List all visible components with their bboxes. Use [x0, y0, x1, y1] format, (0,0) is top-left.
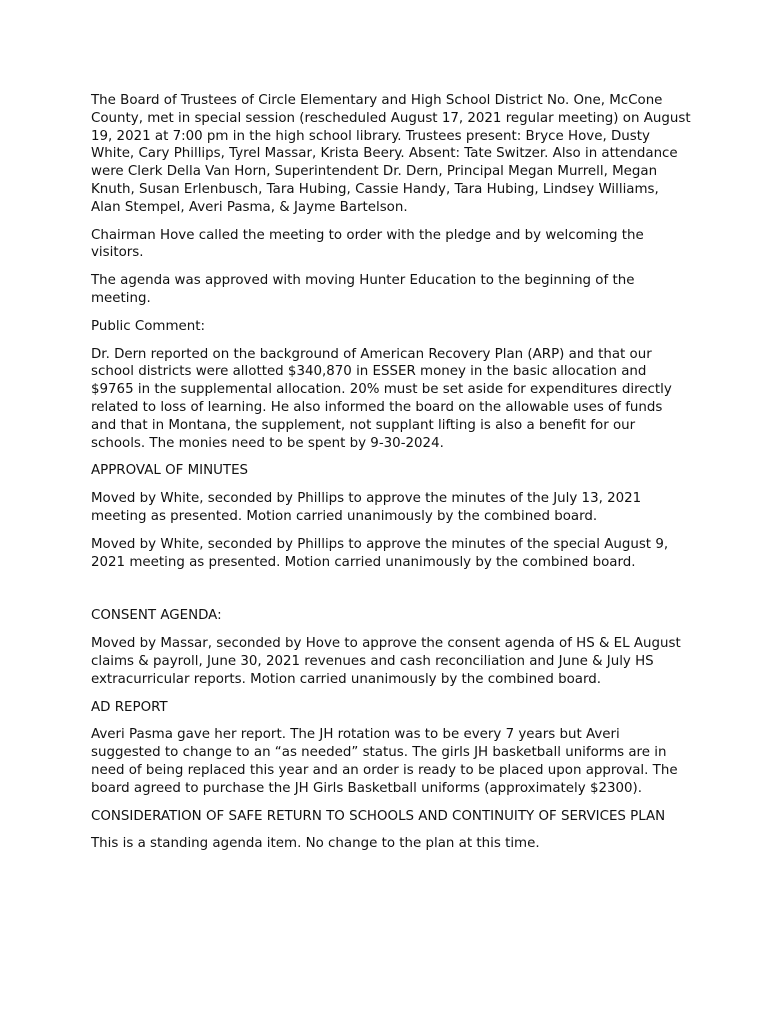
safe-return-heading: CONSIDERATION OF SAFE RETURN TO SCHOOLS AND CONTINUITY OF SERVICES PLAN — [91, 808, 666, 824]
consent-agenda-heading: CONSENT AGENDA: — [91, 608, 222, 624]
consent-agenda-motion: Moved by Massar, seconded by Hove to approve the consent agenda of HS & EL August claims & payroll, June 30, 2021 revenues and cash reconciliation and June & July HS extracurricular reports. Motion carried unanimously by the combined board. — [91, 636, 681, 687]
approval-of-minutes-heading: APPROVAL OF MINUTES — [91, 463, 249, 479]
safe-return-paragraph: This is a standing agenda item. No change to the plan at this time. — [91, 836, 540, 852]
attendance-paragraph: The Board of Trustees of Circle Elementary and High School District No. One, McCone County, met in special session (rescheduled August 17, 2021 regular meeting) on August 19, 2021 at 7:00 pm in the high school library. Trustees present: Bryce Hove, Dusty White, Cary Phillips, Tyrel Massar, Krista Beery. Absent: Tate Switzer. Also in attendance were Clerk Della Van Horn, Superintendent Dr. Dern, Principal Megan Murrell, Megan Knuth, Susan Erlenbusch, Tara Hubing, Cassie Handy, Tara Hubing, Lindsey Williams, Alan Stempel, Averi Pasma, & Jayme Bartelson. — [91, 93, 691, 215]
ad-report-heading: AD REPORT — [91, 699, 168, 715]
arp-report-paragraph: Dr. Dern reported on the background of American Recovery Plan (ARP) and that our school districts were allotted $340,870 in ESSER money in the basic allocation and $9765 in the supplemental allocation. 20% must be set aside for expenditures directly related to loss of learning. He also informed the board on the allowable uses of funds and that in Montana, the supplement, not supplant lifting is also a benefit for our schools. The monies need to be spent by 9-30-2024. — [91, 346, 672, 451]
agenda-approval-paragraph: The agenda was approved with moving Hunter Education to the beginning of the meeting. — [91, 273, 635, 306]
public-comment-heading: Public Comment: — [91, 318, 206, 334]
minutes-motion-august: Moved by White, seconded by Phillips to approve the minutes of the special August 9, 2021 meeting as presented. Motion carried unanimously by the combined board. — [91, 536, 669, 570]
call-to-order-paragraph: Chairman Hove called the meeting to order with the pledge and by welcoming the visitors. — [91, 227, 644, 261]
ad-report-paragraph: Averi Pasma gave her report. The JH rotation was to be every 7 years but Averi suggested to change to an “as needed” status. The girls JH basketball uniforms are in need of being replaced this year and an order is ready to be placed upon approval. The board agreed to purchase the JH Girls Basketball uniforms (approximately $2300). — [91, 727, 678, 796]
minutes-document — [91, 92, 691, 863]
minutes-motion-july: Moved by White, seconded by Phillips to approve the minutes of the July 13, 2021 meeting as presented. Motion carried unanimously by the combined board. — [91, 491, 642, 524]
